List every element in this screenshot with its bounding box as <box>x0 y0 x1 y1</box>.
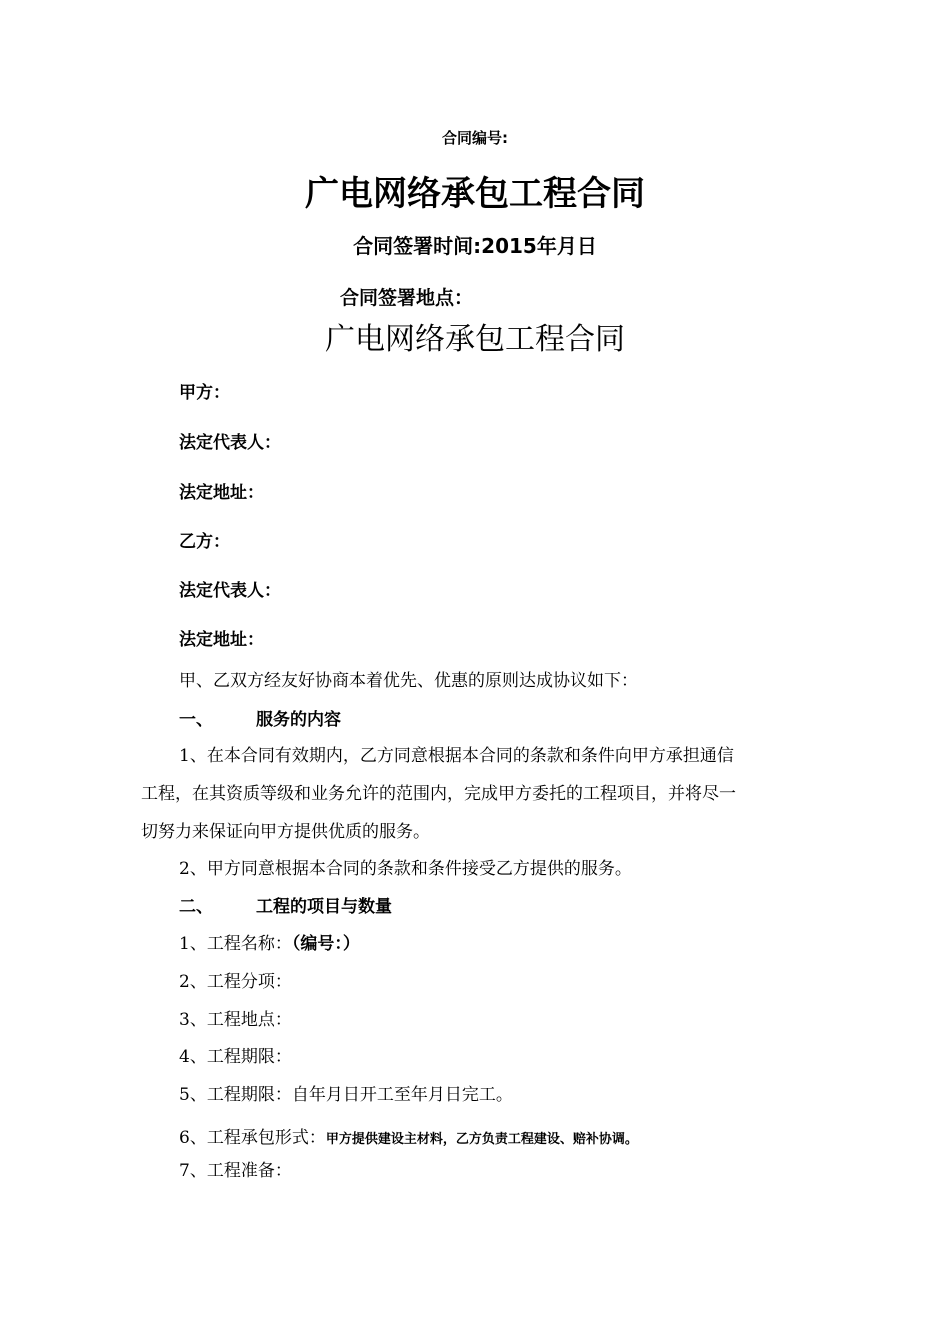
contract-title-regular: 广电网络承包工程合同 <box>325 322 625 357</box>
party-a-label: 甲方： <box>179 383 230 403</box>
contract-title-bold: 广电网络承包工程合同 <box>305 174 645 214</box>
section-1-paragraph-1-line-2: 工程，在其资质等级和业务允许的范围内，完成甲方委托的工程项目，并将尽一 <box>141 784 736 804</box>
signing-place: 合同签署地点： <box>340 287 474 309</box>
contract-number-label: 合同编号: <box>442 129 508 147</box>
item-1-code: （编号：） <box>291 934 360 954</box>
signing-time: 合同签署时间:2015年月日 <box>353 234 597 258</box>
party-a-address: 法定地址： <box>179 483 264 503</box>
section-1-paragraph-1-line-1: 1、在本合同有效期内，乙方同意根据本合同的条款和条件向甲方承担通信 <box>179 746 734 766</box>
party-b-address: 法定地址： <box>179 630 264 650</box>
item-7: 7、工程准备： <box>179 1161 292 1181</box>
item-4: 4、工程期限： <box>179 1047 292 1067</box>
item-1 <box>179 929 360 954</box>
party-b-representative: 法定代表人： <box>179 581 281 601</box>
agreement-intro: 甲、乙双方经友好协商本着优先、优惠的原则达成协议如下： <box>179 671 638 691</box>
section-2-number: 二、 <box>179 897 213 917</box>
section-1-paragraph-1-line-3: 切努力来保证向甲方提供优质的服务。 <box>141 822 430 842</box>
item-6-detail: 甲方提供建设主材料，乙方负责工程建设、赔补协调。 <box>325 1132 638 1147</box>
party-b-label: 乙方： <box>179 532 230 552</box>
section-2-title: 工程的项目与数量 <box>256 897 392 917</box>
item-5: 5、工程期限：自年月日开工至年月日完工。 <box>179 1085 513 1105</box>
item-1-label: 1、工程名称： <box>179 934 292 954</box>
item-6-label: 6、工程承包形式： <box>179 1128 326 1148</box>
item-2: 2、工程分项： <box>179 972 292 992</box>
item-6 <box>179 1123 638 1148</box>
section-1-title: 服务的内容 <box>256 710 341 730</box>
item-3: 3、工程地点： <box>179 1010 292 1030</box>
section-1-paragraph-2: 2、甲方同意根据本合同的条款和条件接受乙方提供的服务。 <box>179 859 632 879</box>
party-a-representative: 法定代表人： <box>179 433 281 453</box>
section-1-number: 一、 <box>179 710 213 730</box>
